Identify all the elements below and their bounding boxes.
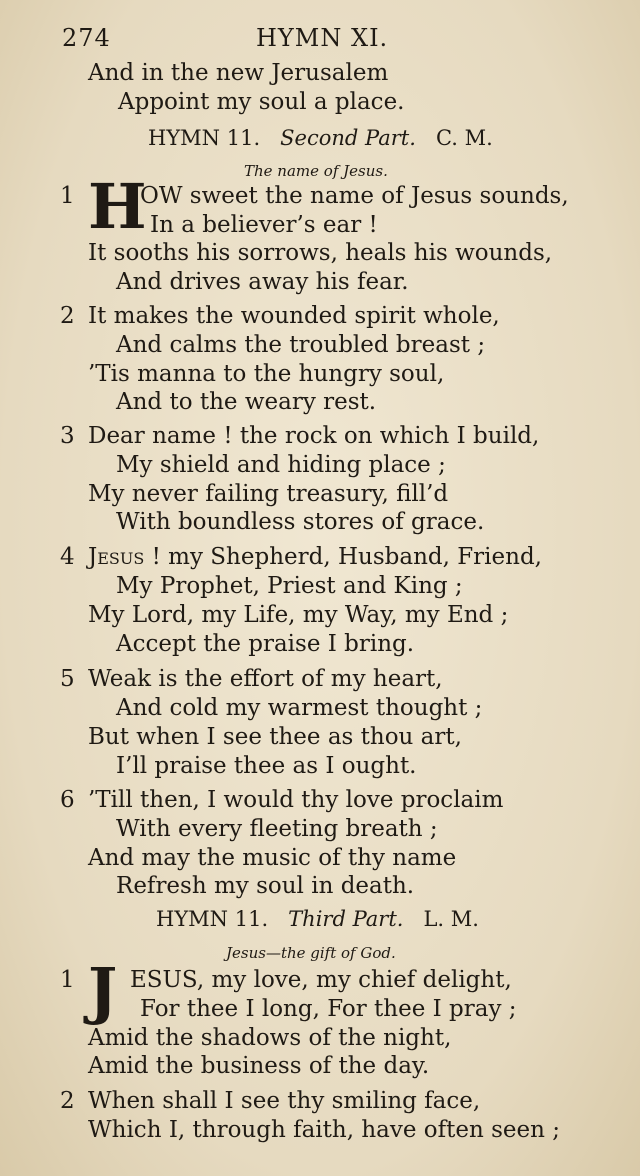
verse-line: And calms the troubled breast ; — [116, 332, 486, 358]
section-heading — [156, 905, 479, 933]
small-caps-word: Jesus — [88, 544, 145, 570]
stanza-number: 2 — [60, 1088, 75, 1114]
stanza-number: 1 — [60, 967, 75, 993]
verse-line: ’Tis manna to the hungry soul, — [88, 361, 445, 387]
verse-line: ’Till then, I would thy love proclaim — [88, 787, 504, 813]
stanza-number: 4 — [60, 544, 75, 570]
verse-line: But when I see thee as thou art, — [88, 724, 462, 750]
part-label: Second Part. — [280, 126, 416, 150]
stanza-number: 5 — [60, 666, 75, 692]
verse-line: It makes the wounded spirit whole, — [88, 303, 500, 329]
verse-line: Which I, through faith, have often seen ; — [88, 1117, 561, 1143]
verse-line: And in the new Jerusalem — [88, 60, 389, 86]
verse-line: My Prophet, Priest and King ; — [116, 573, 463, 599]
part-label: Third Part. — [288, 907, 404, 931]
running-head: HYMN XI. — [256, 24, 389, 52]
verse-line: My never failing treasury, fill’d — [88, 481, 449, 507]
verse-line: And cold my warmest thought ; — [116, 695, 483, 721]
verse-line: Dear name ! the rock on which I build, — [88, 423, 540, 449]
drop-cap: H — [88, 170, 147, 243]
verse-line: Amid the business of the day. — [88, 1053, 430, 1079]
verse-line: When shall I see thy smiling face, — [88, 1088, 481, 1114]
verse-line: I’ll praise thee as I ought. — [116, 753, 417, 779]
stanza-number: 3 — [60, 423, 75, 449]
verse-line — [88, 543, 542, 571]
section-heading — [148, 124, 493, 152]
stanza-number: 1 — [60, 183, 75, 209]
verse-line: And to the weary rest. — [116, 389, 377, 415]
verse-line: Amid the shadows of the night, — [88, 1025, 452, 1051]
verse-line: With every fleeting breath ; — [116, 816, 438, 842]
drop-cap: J — [88, 954, 118, 1027]
verse-line: Appoint my soul a place. — [118, 89, 405, 115]
verse-line: Refresh my soul in death. — [116, 873, 415, 899]
verse-line: Weak is the effort of my heart, — [88, 666, 443, 692]
verse-line: With boundless stores of grace. — [116, 509, 485, 535]
metre-label: L. M. — [423, 907, 479, 931]
page-number: 274 — [62, 24, 111, 52]
verse-line: ESUS, my love, my chief delight, — [130, 967, 512, 993]
verse-line-rest: ! my Shepherd, Husband, Friend, — [151, 544, 542, 570]
verse-line: OW sweet the name of Jesus sounds, — [140, 183, 569, 209]
verse-line: And drives away his fear. — [116, 269, 409, 295]
verse-line: For thee I long, For thee I pray ; — [140, 996, 517, 1022]
hymn-number: HYMN 11. — [148, 126, 261, 150]
metre-label: C. M. — [435, 126, 493, 150]
hymn-number: HYMN 11. — [156, 907, 269, 931]
verse-line: My Lord, my Life, my Way, my End ; — [88, 602, 509, 628]
stanza-number: 6 — [60, 787, 75, 813]
verse-line: My shield and hiding place ; — [116, 452, 446, 478]
verse-line: It sooths his sorrows, heals his wounds, — [88, 240, 553, 266]
verse-line: Accept the praise I bring. — [116, 631, 415, 657]
verse-line: And may the music of thy name — [88, 845, 457, 871]
hymn-subtitle: The name of Jesus. — [244, 162, 388, 180]
verse-line: In a believer’s ear ! — [150, 212, 378, 238]
hymn-subtitle: Jesus—the gift of God. — [226, 944, 396, 962]
stanza-number: 2 — [60, 303, 75, 329]
